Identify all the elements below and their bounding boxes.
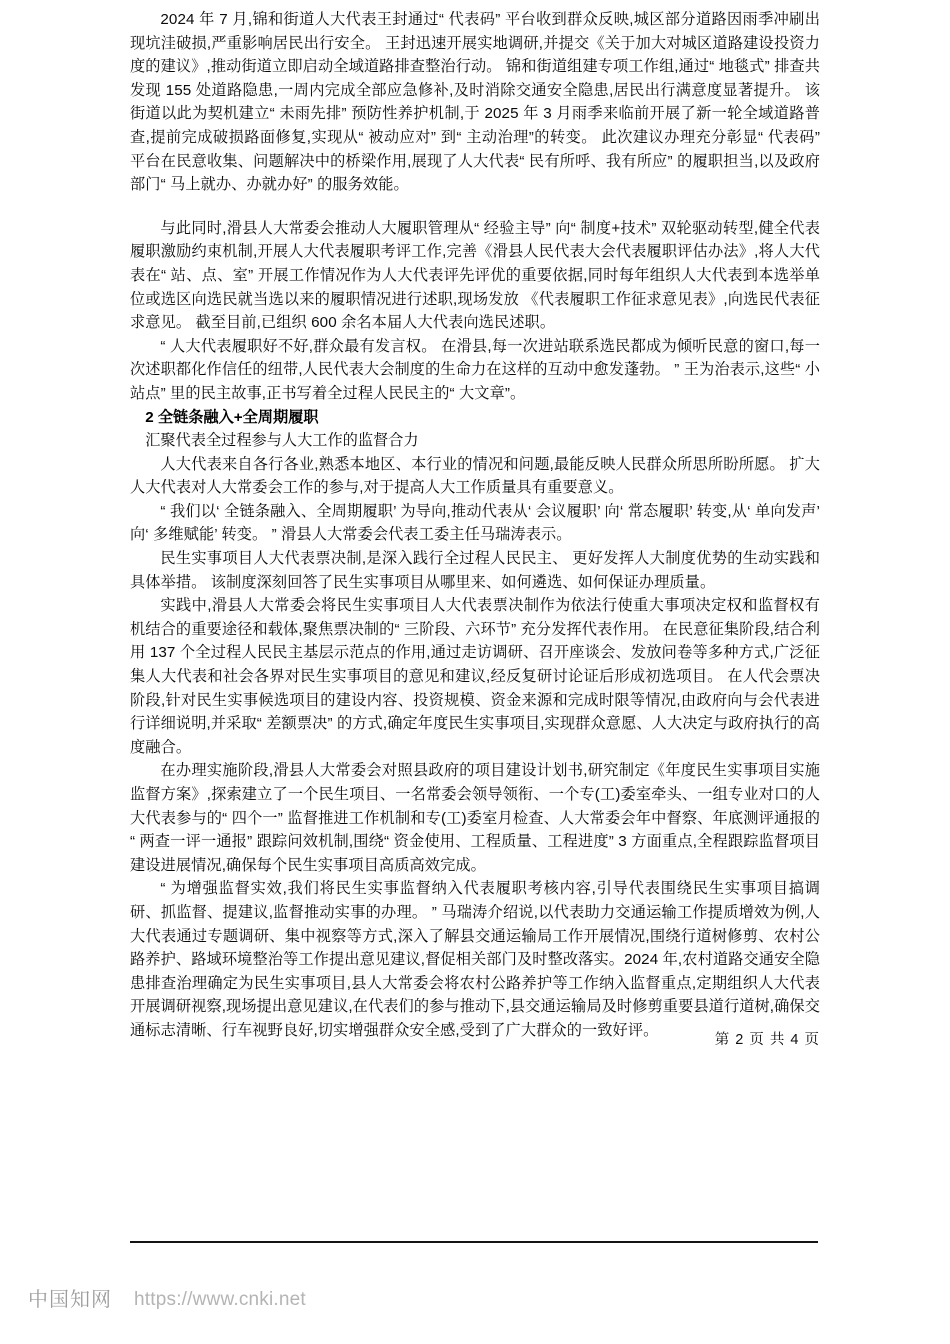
document-text-column	[130, 8, 820, 1043]
section-heading-subtitle: 汇聚代表全过程参与人大工作的监督合力	[145, 432, 419, 450]
body-paragraph-7: 实践中,滑县人大常委会将民生实事项目人大代表票决制作为依法行使重大事项决定权和监督权有机结合的重要途径和载体,聚焦票决制的“ 三阶段、六环节” 充分发挥代表作用。 在民意征集阶段,结合利用 137 个全过程人民民主基层示范点的作用,通过走访调研、召开座谈会、发放问卷等多种方式,广泛征集人大代表和社会各界对民生实事项目的意见和建议,经反复研讨论证后形成初选项目。 在人代会票决阶段,针对民生实事候选项目的建设内容、投资规模、资金来源和完成时限等情况,由政府向与会代表进行详细说明,并采取“ 差额票决” 的方式,确定年度民生实事项目,实现群众意愿、人大决定与政府执行的高度融合。	[130, 597, 820, 756]
body-paragraph-9: “ 为增强监督实效,我们将民生实事监督纳入代表履职考核内容,引导代表围绕民生实事项目搞调研、抓监督、提建议,监督推动实事的办理。 ” 马瑞涛介绍说,以代表助力交通运输工作提质增效为例,人大代表通过专题调研、集中视察等方式,深入了解县交通运输局工作开展情况,围绕行道树修剪、农村公路养护、路域环境整治等工作提出意见建议,督促相关部门及时整改落实。2024 年,农村道路交通安全隐患排查治理确定为民生实事项目,县人大常委会将农村公路养护等工作纳入监督重点,定期组织人大代表开展调研视察,现场提出意见建议,在代表们的参与推动下,县交通运输局及时修剪重要县道行道树,确保交通标志清晰、行车视野良好,切实增强群众安全感,受到了广大群众的一致好评。	[130, 880, 820, 1039]
cnki-url-text[interactable]: https://www.cnki.net	[134, 1289, 306, 1310]
body-paragraph-1: 2024 年 7 月,锦和街道人大代表王封通过“ 代表码” 平台收到群众反映,城区部分道路因雨季冲刷出现坑洼破损,严重影响居民出行安全。 王封迅速开展实地调研,并提交《关于加大对城区道路建设投资力度的建议》,推动街道立即启动全域道路排查整治行动。 锦和街道组建专项工作组,通过“ 地毯式” 排查共发现 155 处道路隐患,一周内完成全部应急修补,及时消除交通安全隐患,居民出行满意度显著提升。 该街道以此为契机建立“ 未雨先排” 预防性养护机制,于 2025 年 3 月雨季来临前开展了新一轮全域道路普查,提前完成破损路面修复,实现从“ 被动应对” 到“ 主动治理”的转变。 此次建议办理充分彰显“ 代表码” 平台在民意收集、问题解决中的桥梁作用,展现了人大代表“ 民有所呼、我有所应” 的履职担当,以及政府部门“ 马上就办、办就办好” 的服务效能。	[130, 11, 820, 194]
cnki-logo-text: 中国知网	[28, 1289, 112, 1311]
section-heading-number: 2 全链条融入+全周期履职	[145, 408, 319, 426]
page-number-footer: 第 2 页 共 4 页	[714, 1032, 820, 1048]
cnki-watermark	[28, 1288, 306, 1312]
body-paragraph-4: 人大代表来自各行各业,熟悉本地区、本行业的情况和问题,最能反映人民群众所思所盼所愿。 扩大人大代表对人大常委会工作的参与,对于提高人大工作质量具有重要意义。	[130, 455, 820, 497]
body-paragraph-6: 民生实事项目人大代表票决制,是深入践行全过程人民民主、 更好发挥人大制度优势的生动实践和具体举措。 该制度深刻回答了民生实事项目从哪里来、如何遴选、如何保证办理质量。	[130, 550, 820, 591]
body-paragraph-2: 与此同时,滑县人大常委会推动人大履职管理从“ 经验主导” 向“ 制度+技术” 双轮驱动转型,健全代表履职激励约束机制,开展人大代表履职考评工作,完善《滑县人民代表大会代表履职评估办法》,将人大代表在“ 站、点、室” 开展工作情况作为人大代表评先评优的重要依据,同时每年组织人大代表到本选举单位或选区向选民就当选以来的履职情况进行述职,现场发放 《代表履职工作征求意见表》,向选民代表征求意见。 截至目前,已组织 600 余名本届人大代表向选民述职。	[130, 219, 820, 332]
footer-divider-rule	[130, 1241, 818, 1243]
body-paragraph-5: “ 我们以‘ 全链条融入、全周期履职’ 为导向,推动代表从‘ 会议履职’ 向‘ 常态履职’ 转变,从‘ 单向发声’ 向‘ 多维赋能’ 转变。 ” 滑县人大常委会代表工委主任马瑞涛表示。	[130, 502, 820, 544]
body-paragraph-3: “ 人大代表履职好不好,群众最有发言权。 在滑县,每一次进站联系选民都成为倾听民意的窗口,每一次述职都化作信任的纽带,人民代表大会制度的生命力在这样的互动中愈发蓬勃。 ” 王为治表示,这些“ 小站点” 里的民主故事,正书写着全过程人民民主的“ 大文章”。	[130, 337, 820, 402]
body-paragraph-8: 在办理实施阶段,滑县人大常委会对照县政府的项目建设计划书,研究制定《年度民生实事项目实施监督方案》,探索建立了一个民生项目、一名常委会领导领衔、一个专(工)委室牵头、一组专业对口的人大代表参与的“ 四个一” 监督推进工作机制和专(工)委室月检查、人大常委会年中督察、年底测评通报的“ 两查一评一通报” 跟踪问效机制,围绕“ 资金使用、工程质量、工程进度” 3 方面重点,全程跟踪监督项目建设进展情况,确保每个民生实事项目高质高效完成。	[130, 762, 820, 874]
